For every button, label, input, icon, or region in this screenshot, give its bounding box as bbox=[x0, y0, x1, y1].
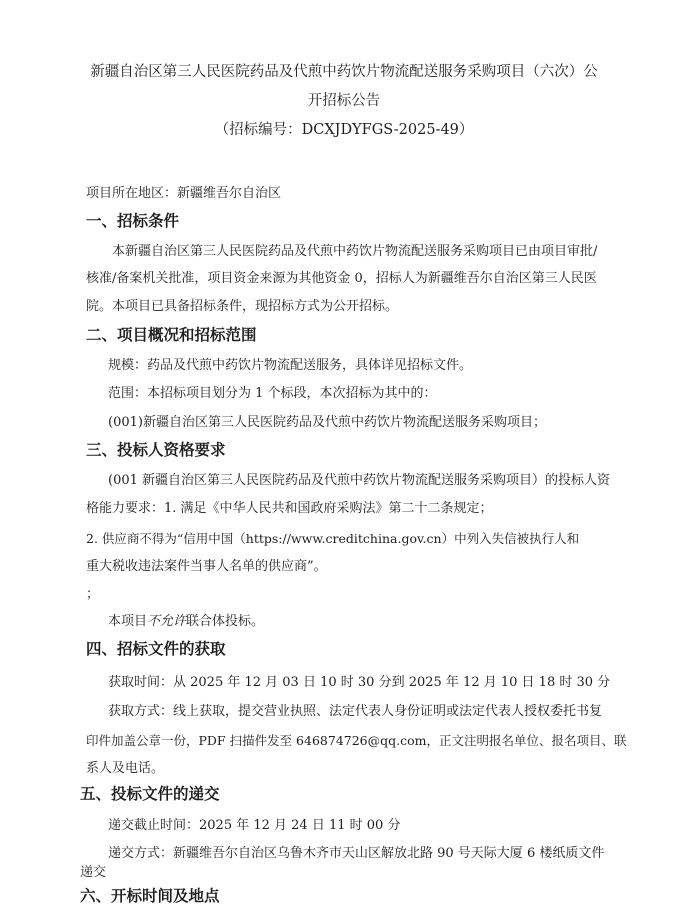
obtain-method: 获取方式：线上获取，提交营业执照、法定代表人身份证明或法定代表人授权委托书复 bbox=[108, 704, 603, 719]
submission-deadline: 递交截止时间：2025 年 12 月 24 日 11 时 00 分 bbox=[108, 818, 401, 833]
obtain-method: 系人及电话。 bbox=[86, 761, 165, 776]
consortium-note-prefix: 本项目 bbox=[108, 614, 148, 629]
obtain-method: 印件加盖公章一份，PDF 扫描件发至 646874726@qq.com，正文注明报名单位、报名项目、联 bbox=[86, 733, 627, 748]
section-3-heading: 三、投标人资格要求 bbox=[86, 441, 226, 459]
submission-method: 递交方式：新疆维吾尔自治区乌鲁木齐市天山区解放北路 90 号天际大厦 6 楼纸质文件 bbox=[108, 846, 605, 861]
consortium-note-suffix: 联合体投标。 bbox=[186, 614, 265, 629]
document-title-line2: 开招标公告 bbox=[307, 93, 381, 109]
project-region: 项目所在地区：新疆维吾尔自治区 bbox=[86, 186, 282, 201]
tender-number: （招标编号：DCXJDYFGS-2025-49） bbox=[214, 122, 474, 138]
obtain-time: 获取时间：从 2025 年 12 月 03 日 10 时 30 分到 2025 年 12 月 10 日 18 时 30 分 bbox=[108, 675, 611, 690]
qualification-text: (001 新疆自治区第三人民医院药品及代煎中药饮片物流配送服务采购项目）的投标人资 bbox=[108, 473, 611, 488]
section-1-text: 核准/备案机关批准，项目资金来源为其他资金 0，招标人为新疆维吾尔自治区第三人民医 bbox=[86, 271, 597, 286]
project-scale: 规模：药品及代煎中药饮片物流配送服务，具体详见招标文件。 bbox=[108, 358, 473, 373]
consortium-note-emphasis: 不允许 bbox=[147, 614, 187, 629]
qualification-text: 格能力要求：1. 满足《中华人民共和国政府采购法》第二十二条规定； bbox=[86, 501, 493, 516]
section-4-heading: 四、招标文件的获取 bbox=[86, 640, 226, 658]
document-title-line1: 新疆自治区第三人民医院药品及代煎中药饮片物流配送服务采购项目（六次）公 bbox=[90, 64, 598, 80]
lot-item: (001)新疆自治区第三人民医院药品及代煎中药饮片物流配送服务采购项目； bbox=[108, 415, 546, 430]
consortium-note bbox=[108, 613, 264, 631]
qualification-text: 2. 供应商不得为“信用中国（https://www.creditchina.gov.cn）中列入失信被执行人和 bbox=[86, 531, 580, 546]
section-6-heading: 六、开标时间及地点 bbox=[80, 887, 220, 905]
project-scope: 范围：本招标项目划分为 1 个标段，本次招标为其中的： bbox=[108, 386, 437, 401]
section-1-heading: 一、招标条件 bbox=[86, 212, 180, 230]
section-1-text: 本新疆自治区第三人民医院药品及代煎中药饮片物流配送服务采购项目已由项目审批/ bbox=[112, 244, 598, 259]
section-5-heading: 五、投标文件的递交 bbox=[80, 785, 220, 803]
section-2-heading: 二、项目概况和招标范围 bbox=[86, 326, 257, 344]
qualification-text: ； bbox=[86, 587, 100, 602]
section-1-text: 院。本项目已具备招标条件，现招标方式为公开招标。 bbox=[86, 299, 399, 314]
submission-method: 递交 bbox=[80, 865, 107, 880]
qualification-text: 重大税收违法案件当事人名单的供应商”。 bbox=[86, 559, 327, 574]
